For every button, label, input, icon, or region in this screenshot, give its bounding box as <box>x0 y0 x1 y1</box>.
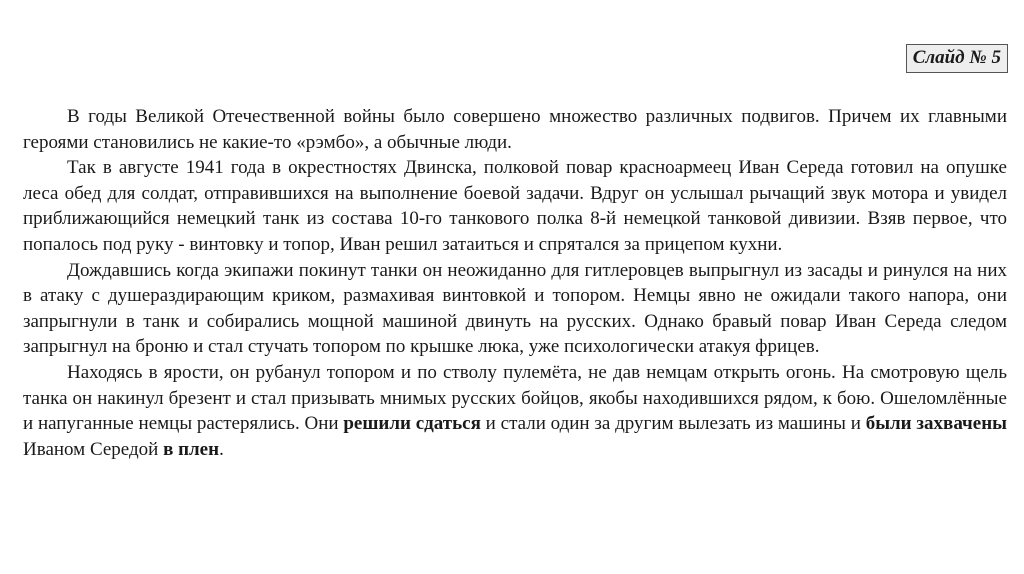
paragraph-attack: Дождавшись когда экипажи покинут танки он неожиданно для гитлеровцев выпрыгнул из засады и ринулся на них в атаку с душераздирающим криком, размахивая винтовкой и топором. Немцы явно не ожидали такого напора, они запрыгнули в танк и собирались мощной машиной двинуть на русских. Однако бравый повар Иван Середа следом запрыгнул на броню и стал стучать топором по крышке люка, уже психологически атакуя фрицев. <box>23 259 1007 358</box>
paragraph-august-1941: Так в августе 1941 года в окрестностях Двинска, полковой повар красноармеец Иван Середа готовил на опушке леса обед для солдат, отправившихся на выполнение боевой задачи. Вдруг он услышал рычащий звук мотора и увидел приближающийся немецкий танк из состава 10-го танкового полка 8-й немецкой танковой дивизии. Взяв первое, что попалось под руку - винтовку и топор, Иван решил затаиться и спрятался за прицепом кухни. <box>23 157 1007 255</box>
paragraph-capture-text-4: . <box>219 438 224 460</box>
slide-number-label: Слайд № 5 <box>906 44 1008 73</box>
paragraph-capture-text-1: Находясь в ярости, он рубанул топором и по стволу пулемёта, не дав немцам открыть огонь. На смотровую щель танка он накинул брезент и стал призывать мнимых русских бойцов, якобы находившихся рядом, к бою. Ошеломлённые и напуганные немцы растерялись. Они <box>23 361 1007 435</box>
paragraph-capture-text-3: Иваном Середой <box>23 438 164 460</box>
paragraph-capture <box>23 360 1007 462</box>
paragraph-capture-text-2: и стали один за другим вылезать из машины и <box>480 413 866 435</box>
slide-text-body <box>23 104 1007 462</box>
emphasis-into-captivity: в плен <box>163 438 220 460</box>
emphasis-decided-to-surrender: решили сдаться <box>343 413 481 435</box>
paragraph-intro: В годы Великой Отечественной войны было совершено множество различных подвигов. Причем их главными героями становились не какие-то «рэмбо», а обычные люди. <box>23 106 1007 153</box>
emphasis-were-captured: были захвачены <box>865 413 1007 435</box>
